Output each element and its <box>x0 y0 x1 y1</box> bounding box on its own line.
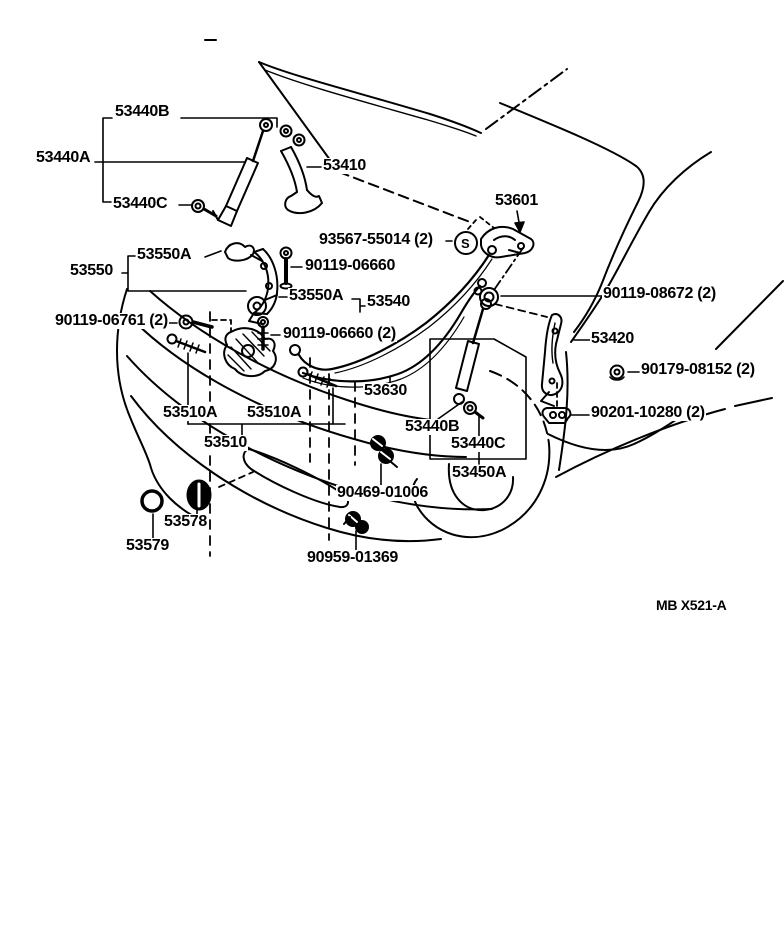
part-label-53440c-1: 53440C <box>113 195 168 212</box>
part-label-53440a: 53440A <box>36 149 91 166</box>
part-label-53601: 53601 <box>495 192 538 209</box>
hood-support-strut-icon <box>218 119 272 226</box>
part-label-53630: 53630 <box>364 382 407 399</box>
part-label-90201-10280: 90201-10280 (2) <box>591 404 705 421</box>
figure-code: MB X521-A <box>656 597 727 613</box>
bracket-53540 <box>352 299 365 312</box>
part-label-90179-08152: 90179-08152 (2) <box>641 361 755 378</box>
hood-rear-edge-dash-path <box>486 69 567 129</box>
part-label-90119-06660-2: 90119-06660 (2) <box>283 325 396 342</box>
lock-bolt-icon-left <box>168 335 206 354</box>
strut-group-bracket <box>95 118 112 202</box>
wheel-arch-path <box>413 444 549 537</box>
hood-left-edge-path <box>259 62 333 164</box>
part-label-53440c-2: 53440C <box>451 435 506 452</box>
hinge-bolt-icon-1 <box>281 248 292 289</box>
part-label-93567-55014: 93567-55014 (2) <box>319 231 433 248</box>
part-label-90119-06761: 90119-06761 (2) <box>55 312 168 329</box>
part-label-53579: 53579 <box>126 537 169 554</box>
lead-53550a-1 <box>205 251 221 257</box>
part-label-53420: 53420 <box>591 330 634 347</box>
grille-slot-path <box>244 449 348 507</box>
part-label-90119-06660-1: 90119-06660 <box>305 257 396 274</box>
standard-part-mark: S <box>461 236 470 251</box>
part-label-90959-01369: 90959-01369 <box>307 549 399 566</box>
hood-rear-edge-inner-path <box>265 70 476 136</box>
part-label-53440b-1: 53440B <box>115 103 170 120</box>
part-label-53410: 53410 <box>323 157 366 174</box>
part-label-53510a-2: 53510A <box>247 404 302 421</box>
part-label-53550a-1: 53550A <box>137 246 192 263</box>
part-label-53450a: 53450A <box>452 464 507 481</box>
roof-line-path <box>716 281 783 349</box>
clip-icon-90469 <box>371 436 397 467</box>
part-label-53510: 53510 <box>204 434 247 451</box>
wheel-arch-dashed-path <box>490 371 549 444</box>
part-label-53510a-1: 53510A <box>163 404 218 421</box>
hinge-bolt-icon-3 <box>475 288 499 307</box>
part-label-53578: 53578 <box>164 513 207 530</box>
part-label-53440b-2: 53440B <box>405 418 460 435</box>
a-pillar-line-path <box>571 152 711 342</box>
strut-bolt-top-icon <box>192 200 218 220</box>
part-label-53550: 53550 <box>70 262 113 279</box>
fascia-line-1-path <box>150 291 441 421</box>
hood-rear-edge-path <box>259 62 481 133</box>
part-label-90119-08672: 90119-08672 (2) <box>603 285 716 302</box>
strut-group-leads <box>103 118 277 205</box>
part-label-53550a-2: 53550A <box>289 287 344 304</box>
ring-clip-icon <box>142 491 162 511</box>
fender-nut-icon <box>610 366 624 381</box>
hood-hinge-lh-icon <box>541 314 562 406</box>
clip-icon-90959 <box>344 512 368 533</box>
part-label-90469-01006: 90469-01006 <box>337 484 429 501</box>
grommet-icon <box>187 480 211 510</box>
fender-edge-path <box>559 352 568 470</box>
part-label-53540: 53540 <box>367 293 410 310</box>
hood-left-edge-dash-path <box>339 172 470 222</box>
